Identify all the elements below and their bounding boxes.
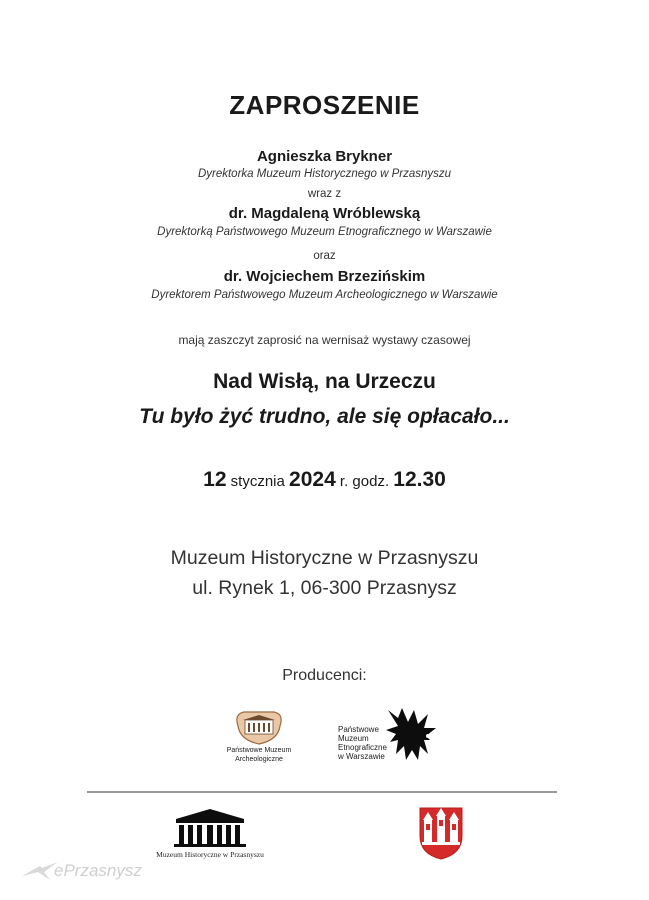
venue-name: Muzeum Historyczne w Przasnyszu (170, 547, 479, 569)
ethno-caption-line-3: Etnograficzne (338, 743, 387, 752)
coat-of-arms-icon (418, 806, 464, 860)
host-role-2: Dyrektorką Państwowego Muzeum Etnograficznego w Warszawie (157, 226, 492, 238)
connector-with: wraz z (307, 188, 342, 200)
date-day: 12 (203, 468, 227, 491)
date-year: 2024 (289, 468, 336, 491)
connector-and: oraz (313, 250, 336, 262)
date-suffix: r. godz. (339, 473, 390, 490)
venue-address: ul. Rynek 1, 06-300 Przasnysz (192, 577, 457, 599)
exhibition-subtitle: Tu było żyć trudno, ale się opłacało... (139, 405, 510, 428)
historical-museum-logo (172, 807, 248, 847)
ethno-caption-line-1: Państwowe (338, 725, 379, 734)
archeo-caption-line-1: Państwowe Muzeum (226, 747, 292, 754)
ethnographic-museum-logo (384, 706, 440, 762)
invitation-title: ZAPROSZENIE (229, 90, 420, 120)
exhibition-title: Nad Wisłą, na Urzeczu (213, 370, 436, 393)
host-name-3: dr. Wojciechem Brzezińskim (223, 268, 426, 285)
divider-line (87, 791, 557, 793)
event-date (0, 468, 649, 492)
ethno-caption-line-2: Muzeum (338, 734, 369, 743)
date-time: 12.30 (393, 468, 446, 491)
host-name-1: Agnieszka Brykner (256, 148, 393, 165)
historical-museum-caption: Muzeum Historyczne w Przasnyszu (156, 850, 264, 859)
archeological-museum-logo (232, 706, 286, 746)
host-role-3: Dyrektorem Państwowego Muzeum Archeologicznego w Warszawie (151, 289, 498, 301)
invite-line: mają zaszczyt zaprosić na wernisaż wystawy czasowej (178, 333, 471, 347)
host-name-2: dr. Magdaleną Wróblewską (228, 205, 421, 222)
archeological-museum-caption (214, 746, 304, 764)
host-role-1: Dyrektorka Muzeum Historycznego w Przasnyszu (197, 168, 452, 180)
date-month: stycznia (230, 473, 285, 490)
archeo-caption-line-2: Archeologiczne (235, 756, 283, 763)
ethno-caption-line-4: w Warszawie (338, 752, 385, 761)
producers-label: Producenci: (282, 667, 367, 684)
watermark-text: ePrzasnysz (54, 861, 142, 880)
